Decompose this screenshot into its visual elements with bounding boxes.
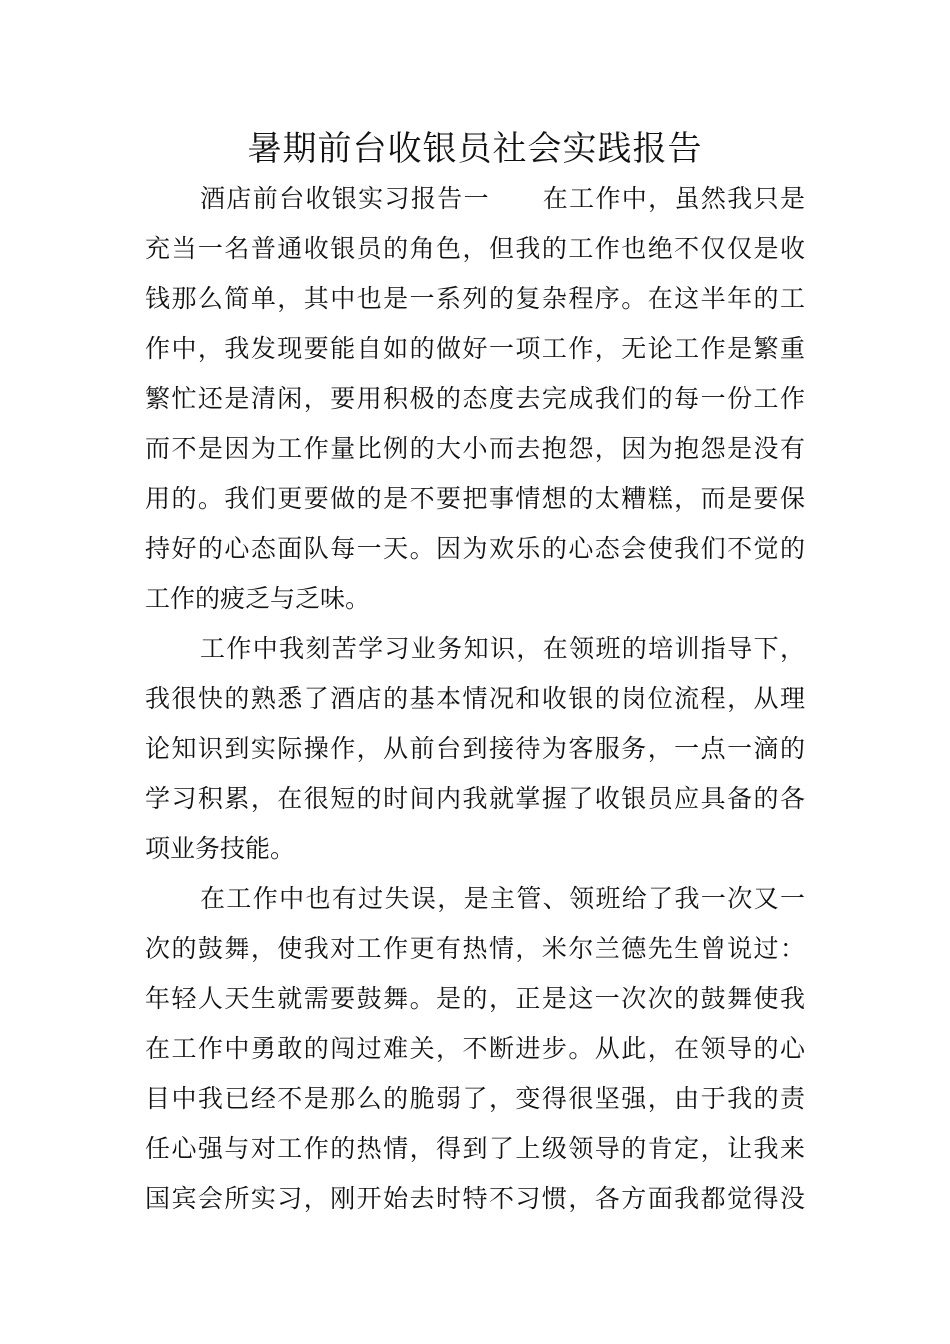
text-line: 任心强与对工作的热情，得到了上级领导的肯定，让我来 [145,1134,805,1163]
text-line: 工作的疲乏与乏味。 [145,584,371,613]
text-line: 目中我已经不是那么的脆弱了，变得很坚强，由于我的责 [145,1084,805,1113]
text-line: 持好的心态面队每一天。因为欢乐的心态会使我们不觉的 [145,534,805,563]
text-line: 用的。我们更要做的是不要把事情想的太糟糕，而是要保 [145,484,805,513]
text-line: 国宾会所实习，刚开始去时特不习惯，各方面我都觉得没 [145,1184,805,1213]
text-line: 次的鼓舞，使我对工作更有热情，米尔兰德先生曾说过： [145,934,805,963]
text-line: 工作中我刻苦学习业务知识，在领班的培训指导下， [200,634,805,663]
text-line: 钱那么简单，其中也是一系列的复杂程序。在这半年的工 [145,284,805,313]
text-line: 年轻人天生就需要鼓舞。是的，正是这一次次的鼓舞使我 [145,984,805,1013]
text-line: 学习积累，在很短的时间内我就掌握了收银员应具备的各 [145,784,805,813]
text-line: 充当一名普通收银员的角色，但我的工作也绝不仅仅是收 [145,234,805,263]
text-line: 在工作中也有过失误，是主管、领班给了我一次又一 [200,884,805,913]
text-line: 我很快的熟悉了酒店的基本情况和收银的岗位流程，从理 [145,684,805,713]
page-title: 暑期前台收银员社会实践报告 [247,129,703,169]
text-line: 繁忙还是清闲，要用积极的态度去完成我们的每一份工作 [145,384,805,413]
text-line: 作中，我发现要能自如的做好一项工作，无论工作是繁重 [145,334,805,363]
text-line: 项业务技能。 [145,834,296,863]
text-line: 而不是因为工作量比例的大小而去抱怨，因为抱怨是没有 [145,434,805,463]
text-line: 酒店前台收银实习报告一 在工作中，虽然我只是 [200,184,805,213]
text-line: 论知识到实际操作，从前台到接待为客服务，一点一滴的 [145,734,805,763]
text-line: 在工作中勇敢的闯过难关，不断进步。从此，在领导的心 [145,1034,805,1063]
document-body [145,174,805,1224]
